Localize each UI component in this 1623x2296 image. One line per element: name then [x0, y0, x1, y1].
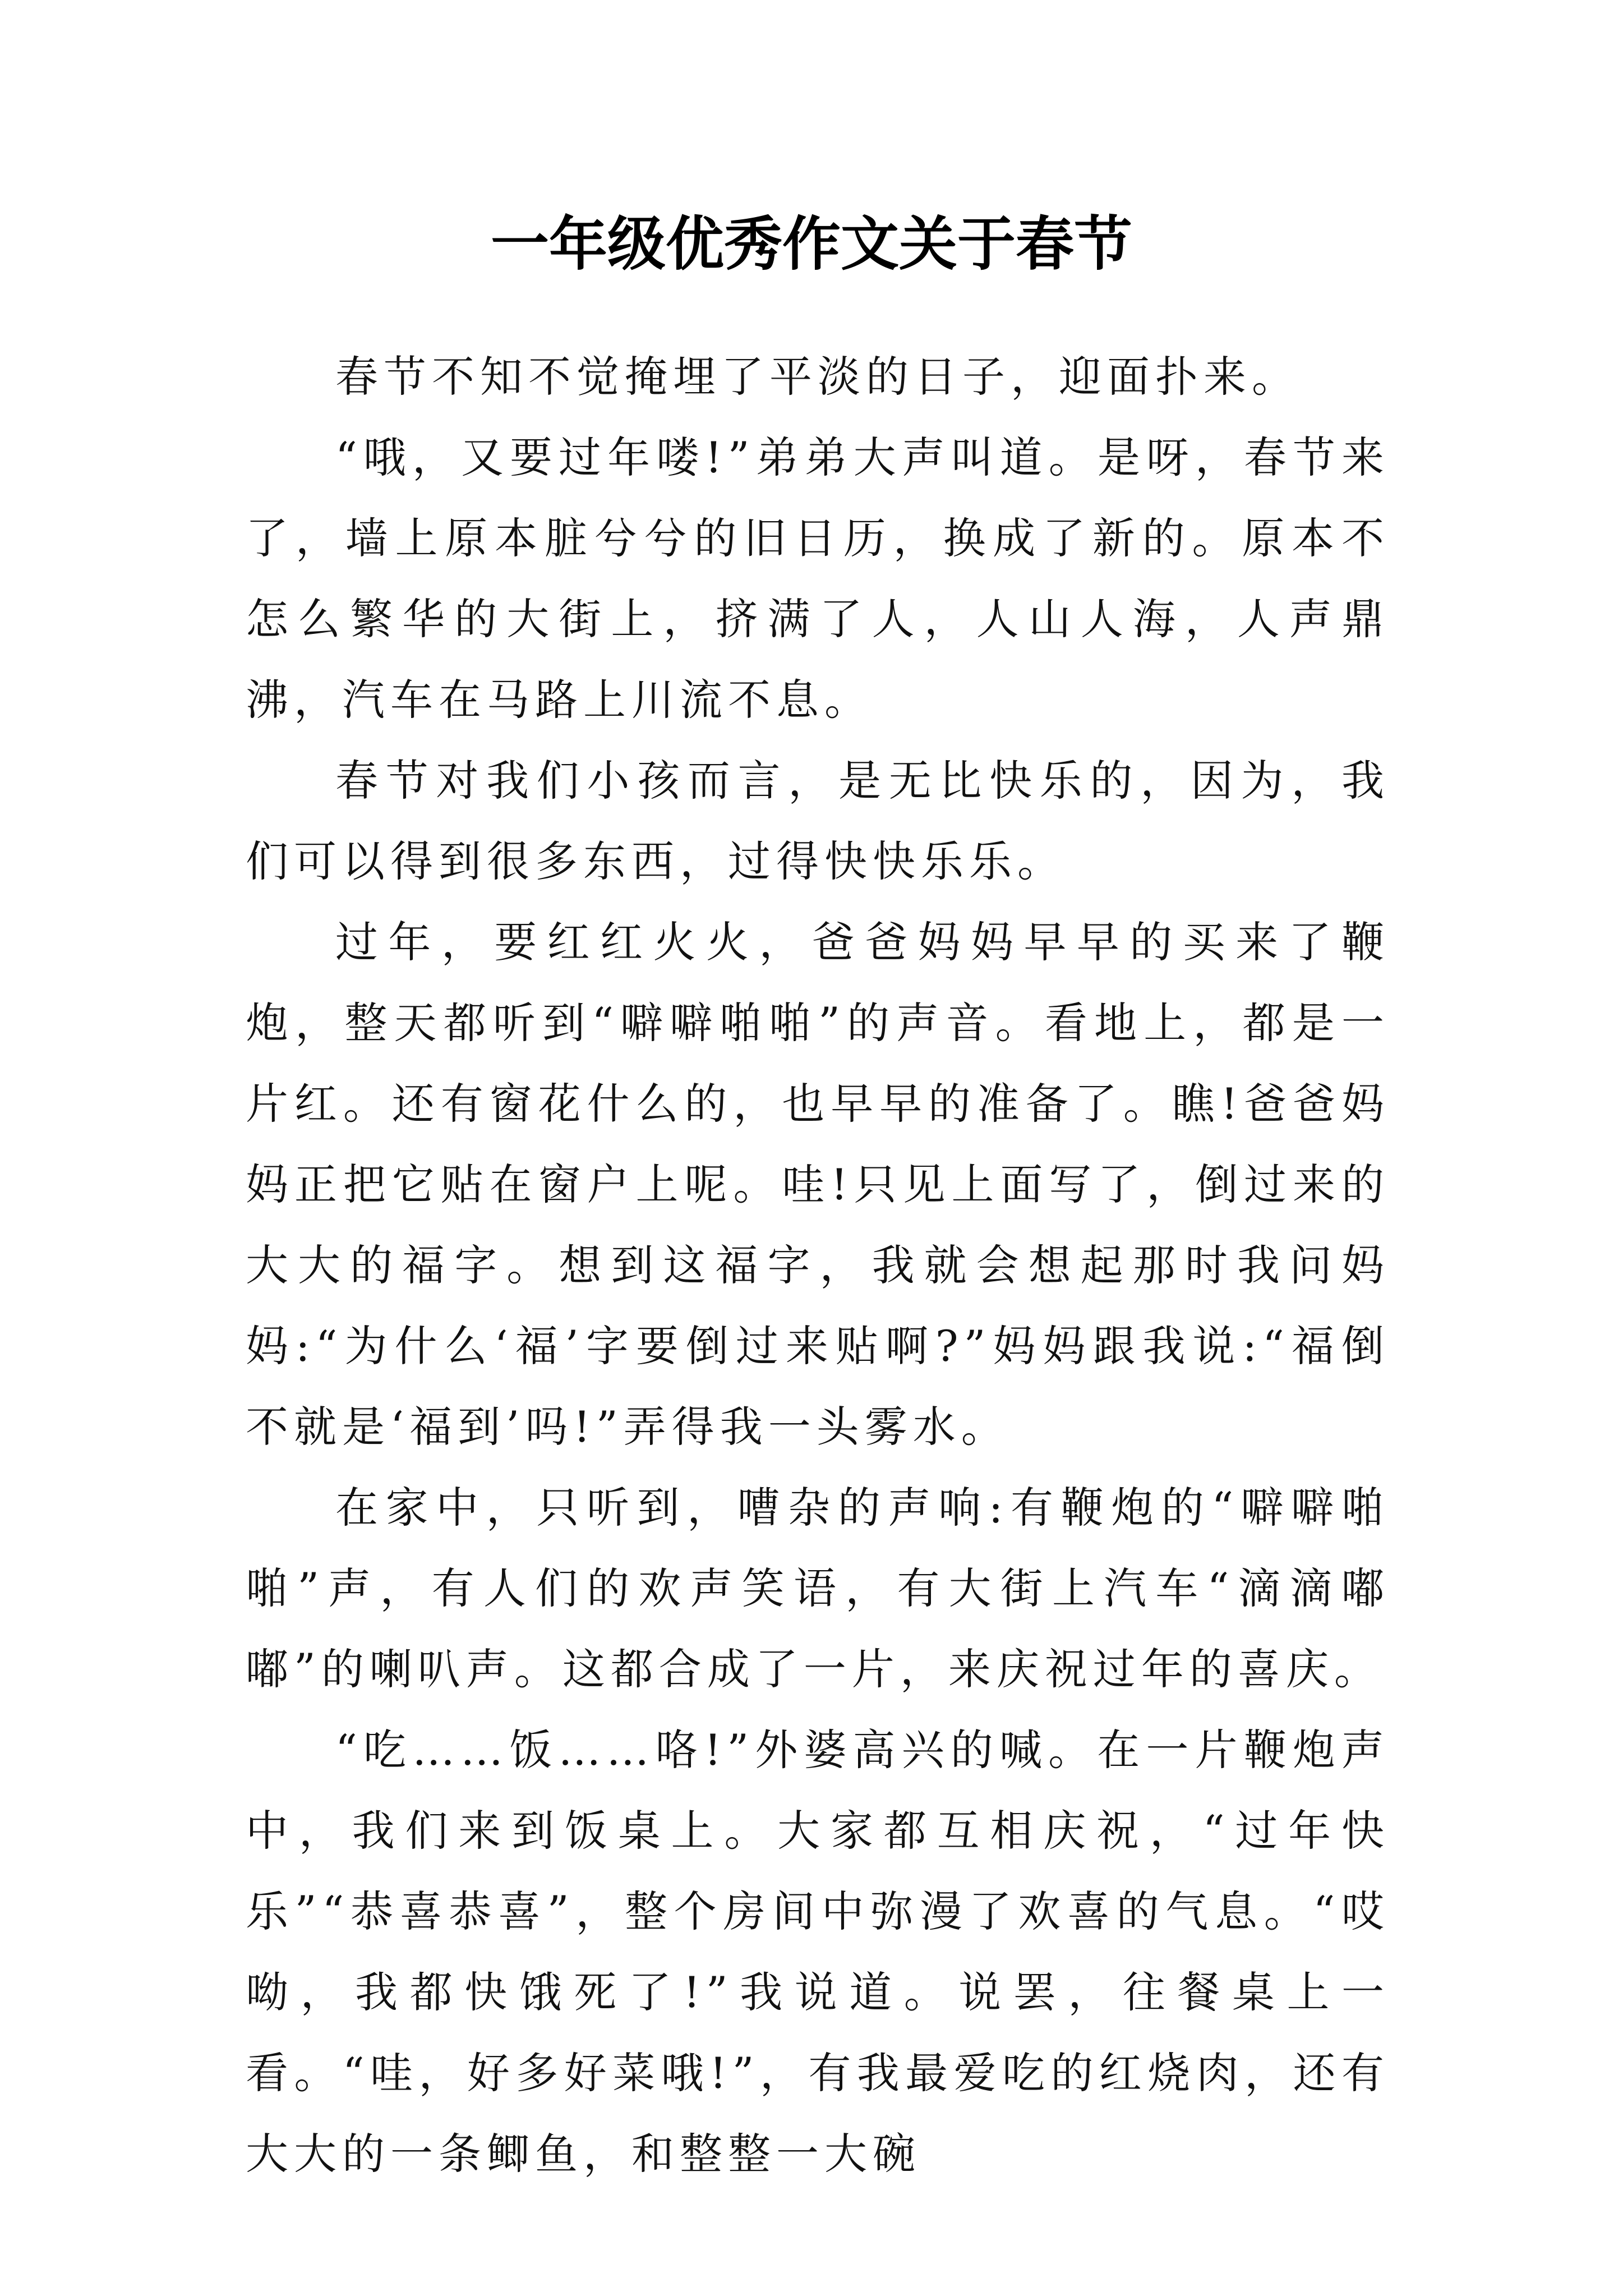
- paragraph: “哦，又要过年喽!”弟弟大声叫道。是呀，春节来了，墙上原本脏兮兮的旧日历，换成了新的。原本不怎么繁华的大街上，挤满了人，人山人海，人声鼎沸，汽车在马路上川流不息。: [246, 432, 1390, 725]
- paragraph: “吃……饭……咯!”外婆高兴的喊。在一片鞭炮声中，我们来到饭桌上。大家都互相庆祝，“过年快乐”“恭喜恭喜”，整个房间中弥漫了欢喜的气息。“哎呦，我都快饿死了!”我说道。说罢，往餐桌上一看。“哇，好多好菜哦!”，有我最爱吃的红烧肉，还有大大的一条鲫鱼，和整整一大碗: [246, 1725, 1390, 2179]
- document-title: 一年级优秀作文关于春节: [490, 209, 1132, 278]
- paragraph: 春节对我们小孩而言，是无比快乐的，因为，我们可以得到很多东西，过得快快乐乐。: [246, 756, 1390, 886]
- paragraph: 过年，要红红火火，爸爸妈妈早早的买来了鞭炮，整天都听到“噼噼啪啪”的声音。看地上，都是一片红。还有窗花什么的，也早早的准备了。瞧!爸爸妈妈正把它贴在窗户上呢。哇!只见上面写了，倒过来的大大的福字。想到这福字，我就会想起那时我问妈妈:“为什么‘福’字要倒过来贴啊?”妈妈跟我说:“福倒不就是‘福到’吗!”弄得我一头雾水。: [246, 917, 1390, 1452]
- document-body: [246, 337, 1390, 2194]
- paragraph: 在家中，只听到，嘈杂的声响:有鞭炮的“噼噼啪啪”声，有人们的欢声笑语，有大街上汽车“滴滴嘟嘟”的喇叭声。这都合成了一片，来庆祝过年的喜庆。: [246, 1483, 1390, 1694]
- paragraph: 春节不知不觉掩埋了平淡的日子，迎面扑来。: [335, 352, 1300, 402]
